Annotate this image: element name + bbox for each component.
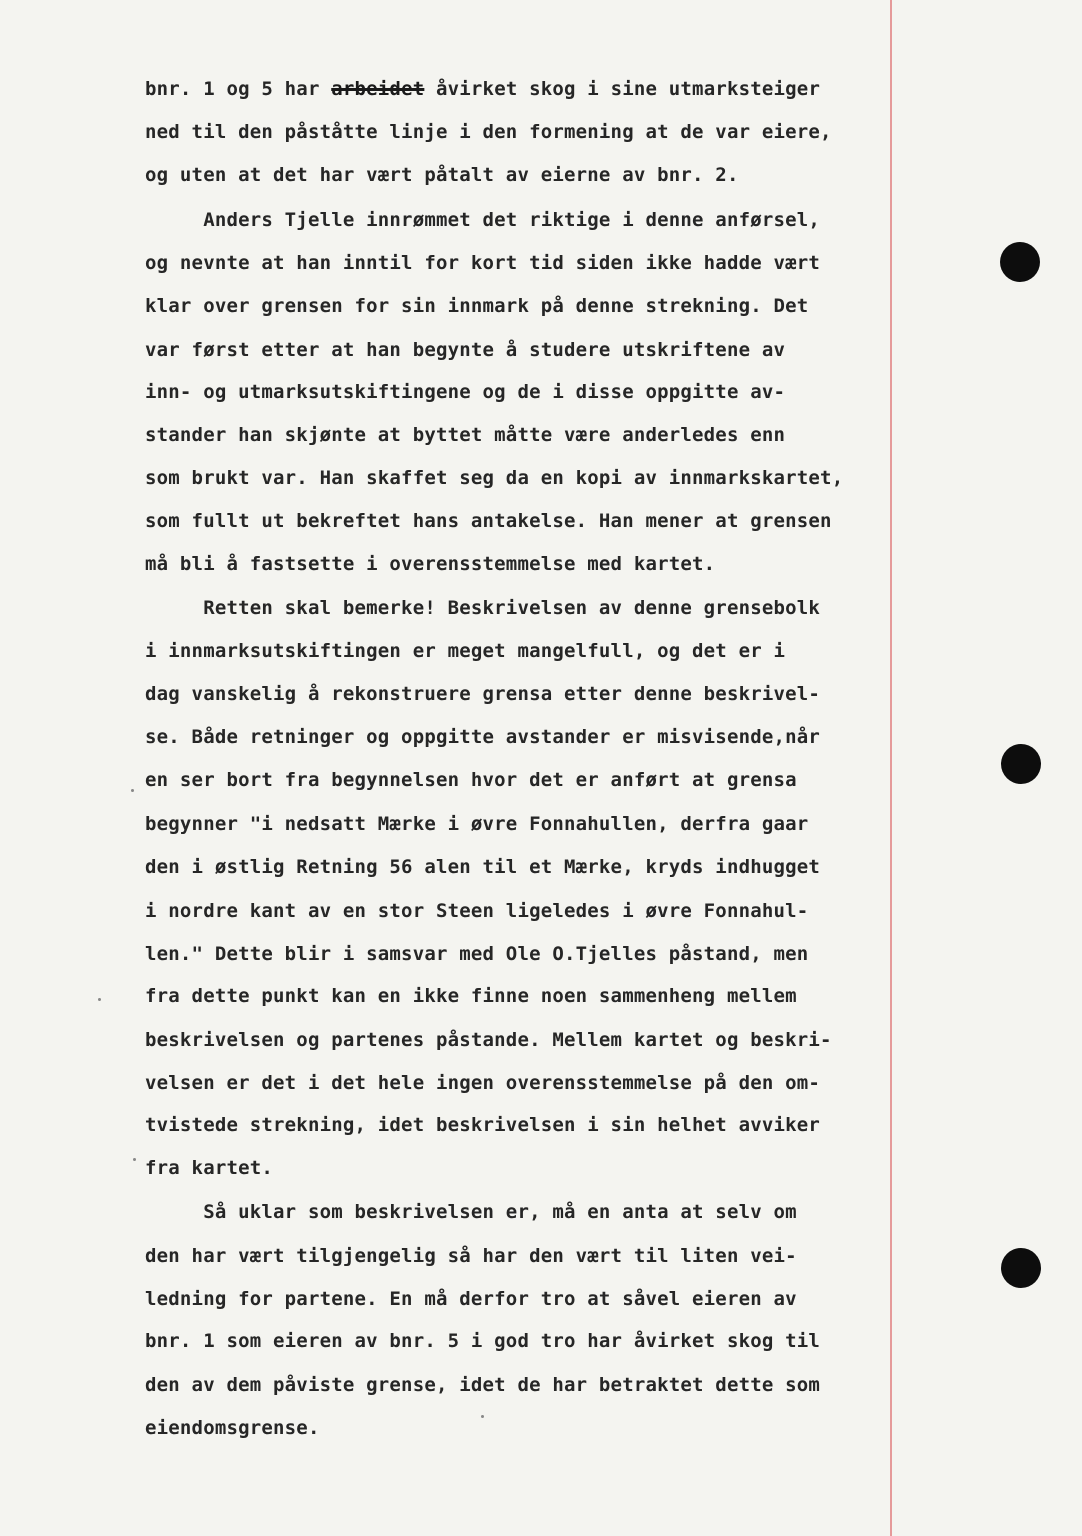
- text-line: som fullt ut bekreftet hans antakelse. Han mener at grensen: [145, 510, 832, 532]
- text-line: fra dette punkt kan en ikke finne noen sammenheng mellem: [145, 985, 797, 1007]
- text-line: og uten at det har vært påtalt av eierne av bnr. 2.: [145, 164, 739, 186]
- text-line: dag vanskelig å rekonstruere grensa etter denne beskrivel-: [145, 683, 821, 705]
- text-line: Retten skal bemerke! Beskrivelsen av denne grensebolk: [145, 597, 821, 619]
- text-segment: bnr. 1 og 5 har: [145, 78, 332, 100]
- text-line: len." Dette blir i samsvar med Ole O.Tjelles påstand, men: [145, 943, 809, 965]
- text-line: tvistede strekning, idet beskrivelsen i sin helhet avviker: [145, 1114, 821, 1136]
- text-line: i nordre kant av en stor Steen ligeledes i øvre Fonnahul-: [145, 900, 809, 922]
- text-line: var først etter at han begynte å studere utskriftene av: [145, 339, 786, 361]
- text-line: inn- og utmarksutskiftingene og de i disse oppgitte av-: [145, 381, 786, 403]
- text-line: eiendomsgrense.: [145, 1417, 320, 1439]
- text-line: den i østlig Retning 56 alen til et Mærke, kryds indhugget: [145, 856, 821, 878]
- stray-mark: [481, 1415, 484, 1418]
- text-line: begynner "i nedsatt Mærke i øvre Fonnahullen, derfra gaar: [145, 813, 809, 835]
- text-line: Så uklar som beskrivelsen er, må en anta at selv om: [145, 1201, 797, 1223]
- text-line: se. Både retninger og oppgitte avstander er misvisende,når: [145, 726, 821, 748]
- text-line: fra kartet.: [145, 1157, 274, 1179]
- text-line: ledning for partene. En må derfor tro at såvel eieren av: [145, 1288, 797, 1310]
- text-line: ned til den påståtte linje i den formening at de var eiere,: [145, 121, 832, 143]
- text-line: den av dem påviste grense, idet de har betraktet dette som: [145, 1374, 821, 1396]
- red-margin-line: [890, 0, 892, 1536]
- text-line: [145, 77, 820, 101]
- text-line: som brukt var. Han skaffet seg da en kopi av innmarkskartet,: [145, 467, 844, 489]
- text-line: og nevnte at han inntil for kort tid siden ikke hadde vært: [145, 252, 821, 274]
- punch-hole-top: [1000, 242, 1040, 282]
- struck-out-word: arbeidet: [331, 78, 425, 100]
- text-line: i innmarksutskiftingen er meget mangelfull, og det er i: [145, 640, 786, 662]
- text-line: beskrivelsen og partenes påstande. Mellem kartet og beskri-: [145, 1029, 832, 1051]
- punch-hole-bottom: [1001, 1248, 1041, 1288]
- text-line: klar over grensen for sin innmark på denne strekning. Det: [145, 295, 809, 317]
- text-line: må bli å fastsette i overensstemmelse med kartet.: [145, 553, 716, 575]
- stray-mark: [133, 1158, 136, 1161]
- text-line: en ser bort fra begynnelsen hvor det er anført at grensa: [145, 769, 797, 791]
- text-segment: åvirket skog i sine utmarksteiger: [424, 78, 821, 100]
- text-line: den har vært tilgjengelig så har den vært til liten vei-: [145, 1245, 797, 1267]
- text-line: Anders Tjelle innrømmet det riktige i denne anførsel,: [145, 209, 821, 231]
- stray-mark: [131, 789, 134, 792]
- text-line: velsen er det i det hele ingen overensstemmelse på den om-: [145, 1072, 821, 1094]
- punch-hole-middle: [1001, 744, 1041, 784]
- text-line: bnr. 1 som eieren av bnr. 5 i god tro har åvirket skog til: [145, 1330, 821, 1352]
- stray-mark: [98, 998, 101, 1001]
- text-line: stander han skjønte at byttet måtte være anderledes enn: [145, 424, 786, 446]
